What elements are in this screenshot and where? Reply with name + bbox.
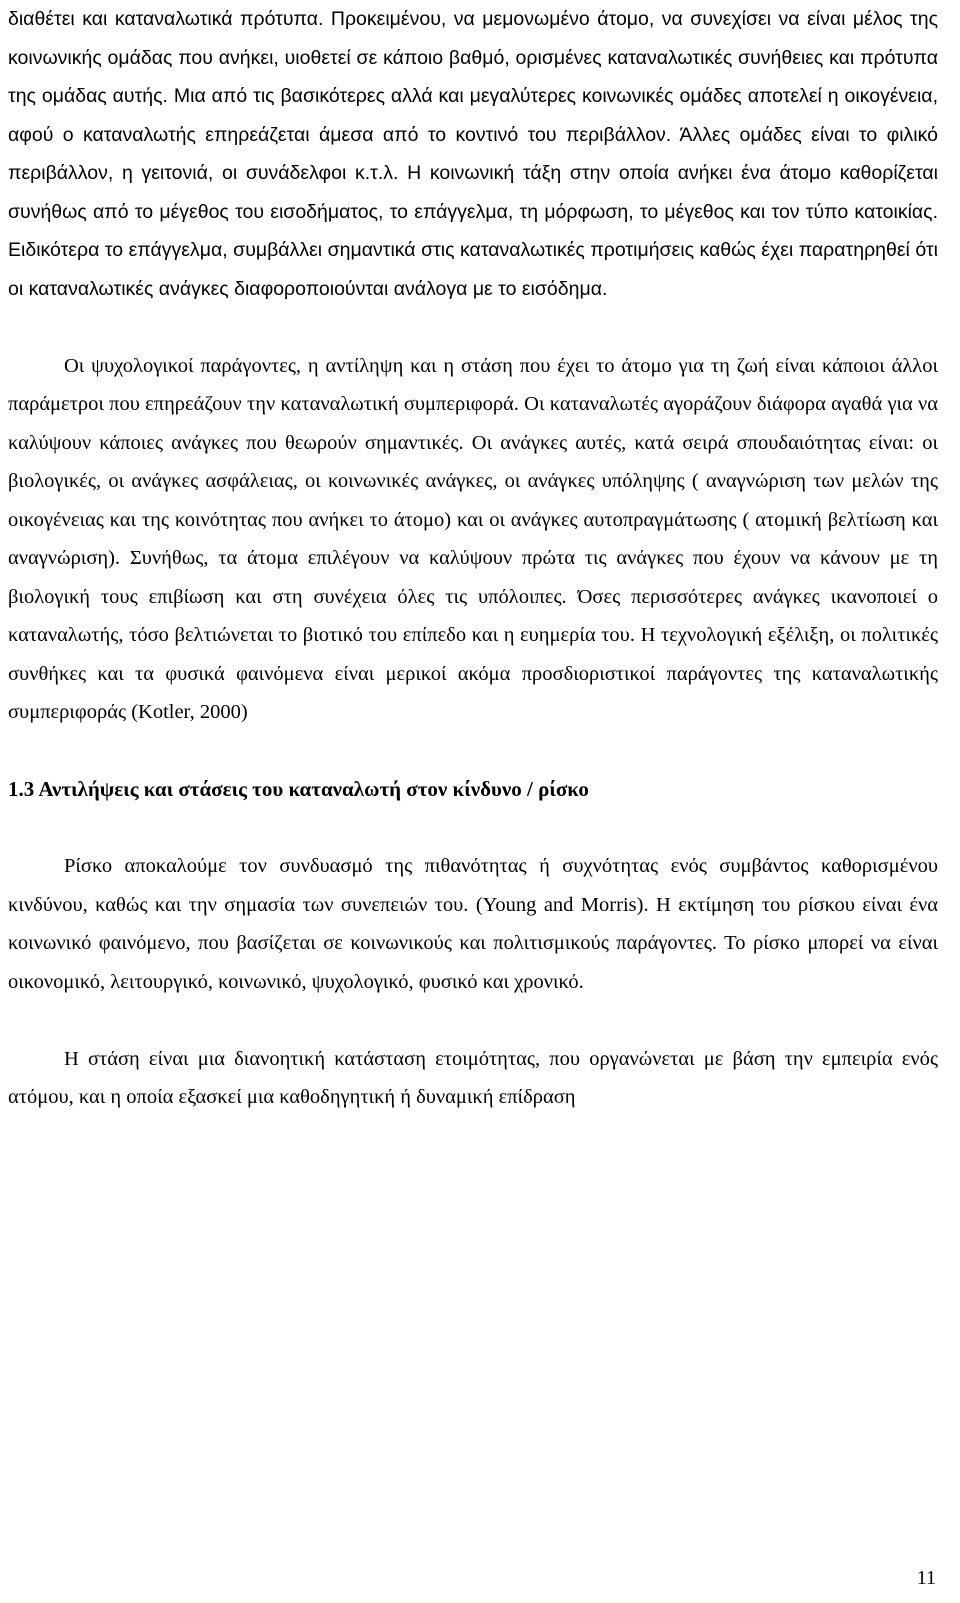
paragraph-attitude-definition <box>8 1040 938 1117</box>
paragraph-consumer-groups <box>8 0 938 308</box>
paragraph-text: Οι καταναλωτές αγοράζουν διάφορα αγαθά για να καλύψουν κάποιες ανάγκες που θεωρούν σημαντικές. Οι ανάγκες αυτές, κατά σειρά σπουδαιότητας είναι: οι βιολογικές, οι ανάγκες ασφάλειας, οι κοινωνικές ανάγκες, οι ανάγκες υπόληψης ( αναγνώριση των μελών της οικογένειας και της κοινότητας που ανήκει το άτομο) και οι ανάγκες αυτοπραγμάτωσης ( ατομική βελτίωση και αναγνώριση). Συνήθως, τα άτομα επιλέγουν να καλύψουν πρώτα τις ανάγκες που έχουν να κάνουν με τη βιολογική τους επιβίωση και στη συνέχεια όλες τις υπόλοιπες. Όσες περισσότερες ανάγκες ικανοποιεί ο καταναλωτής, τόσο βελτιώνεται το βιοτικό του επίπεδο και η ευημερία του. Η τεχνολογική εξέλιξη, οι πολιτικές συνθήκες και τα φυσικά φαινόμενα είναι μερικοί ακόμα προσδιοριστικοί παράγοντες της καταναλωτικής συμπεριφοράς (Kotler, 2000) <box>8 393 939 723</box>
document-page <box>8 0 938 1117</box>
paragraph-gap <box>8 809 938 848</box>
paragraph-text: Ρίσκο αποκαλούμε τον συνδυασμό της πιθανότητας ή συχνότητας ενός συμβάντος καθορισμένου κινδύνου, καθώς και την σημασία των συνεπειών του. (Young and Morris). Η εκτίμηση του ρίσκου είναι ένα κοινωνικό φαινόμενο, που βασίζεται σε κοινωνικούς και πολιτισμικούς παράγοντες. Το ρίσκο μπορεί να είναι οικονομικό, λειτουργικό, κοινωνικό, ψυχολογικό, φυσικό και χρονικό. <box>8 855 938 993</box>
paragraph-text: Οι ψυχολογικοί παράγοντες, η αντίληψη και η στάση που έχει το άτομο για τη ζωή είναι κάποιοι άλλοι παράμετροι που επηρεάζουν την καταναλωτική συμπεριφορά. <box>8 354 938 415</box>
paragraph-psychological-factors <box>8 347 938 732</box>
page-number: 11 <box>916 1567 936 1589</box>
paragraph-risk-definition <box>8 847 938 1001</box>
paragraph-gap <box>8 308 938 347</box>
section-heading: 1.3 Αντιλήψεις και στάσεις του καταναλωτή στον κίνδυνο / ρίσκο <box>8 777 589 801</box>
paragraph-gap <box>8 1001 938 1040</box>
paragraph-text: διαθέτει και καταναλωτικά πρότυπα. Προκειμένου, να μεμονωμένο άτομο, να συνεχίσει να είναι μέλος της κοινωνικής ομάδας που ανήκει, υιοθετεί σε κάποιο βαθμό, ορισμένες καταναλωτικές συνήθειες και πρότυπα της ομάδας αυτής. Μια από τις βασικότερες αλλά και μεγαλύτερες κοινωνικές ομάδες αποτελεί η οικογένεια, αφού ο καταναλωτής επηρεάζεται άμεσα από το κοντινό του περιβάλλον. Άλλες ομάδες είναι το φιλικό περιβάλλον, η γειτονιά, οι συνάδελφοι κ.τ.λ. Η κοινωνική τάξη στην οποία ανήκει ένα άτομο καθορίζεται συνήθως από το μέγεθος του εισοδήματος, το επάγγελμα, τη μόρφωση, το μέγεθος και τον τύπο κατοικίας. Ειδικότερα το επάγγελμα, συμβάλλει σημαντικά στις καταναλωτικές προτιμήσεις καθώς έχει παρατηρηθεί ότι οι καταναλωτικές ανάγκες διαφοροποιούνται ανάλογα με το εισόδημα. <box>8 8 938 300</box>
paragraph-text: Η στάση είναι μια διανοητική κατάσταση ετοιμότητας, που οργανώνεται με βάση την εμπειρία ενός ατόμου, και η οποία εξασκεί μια καθοδηγητική ή δυναμική επίδραση <box>8 1047 938 1108</box>
paragraph-gap <box>8 732 938 771</box>
